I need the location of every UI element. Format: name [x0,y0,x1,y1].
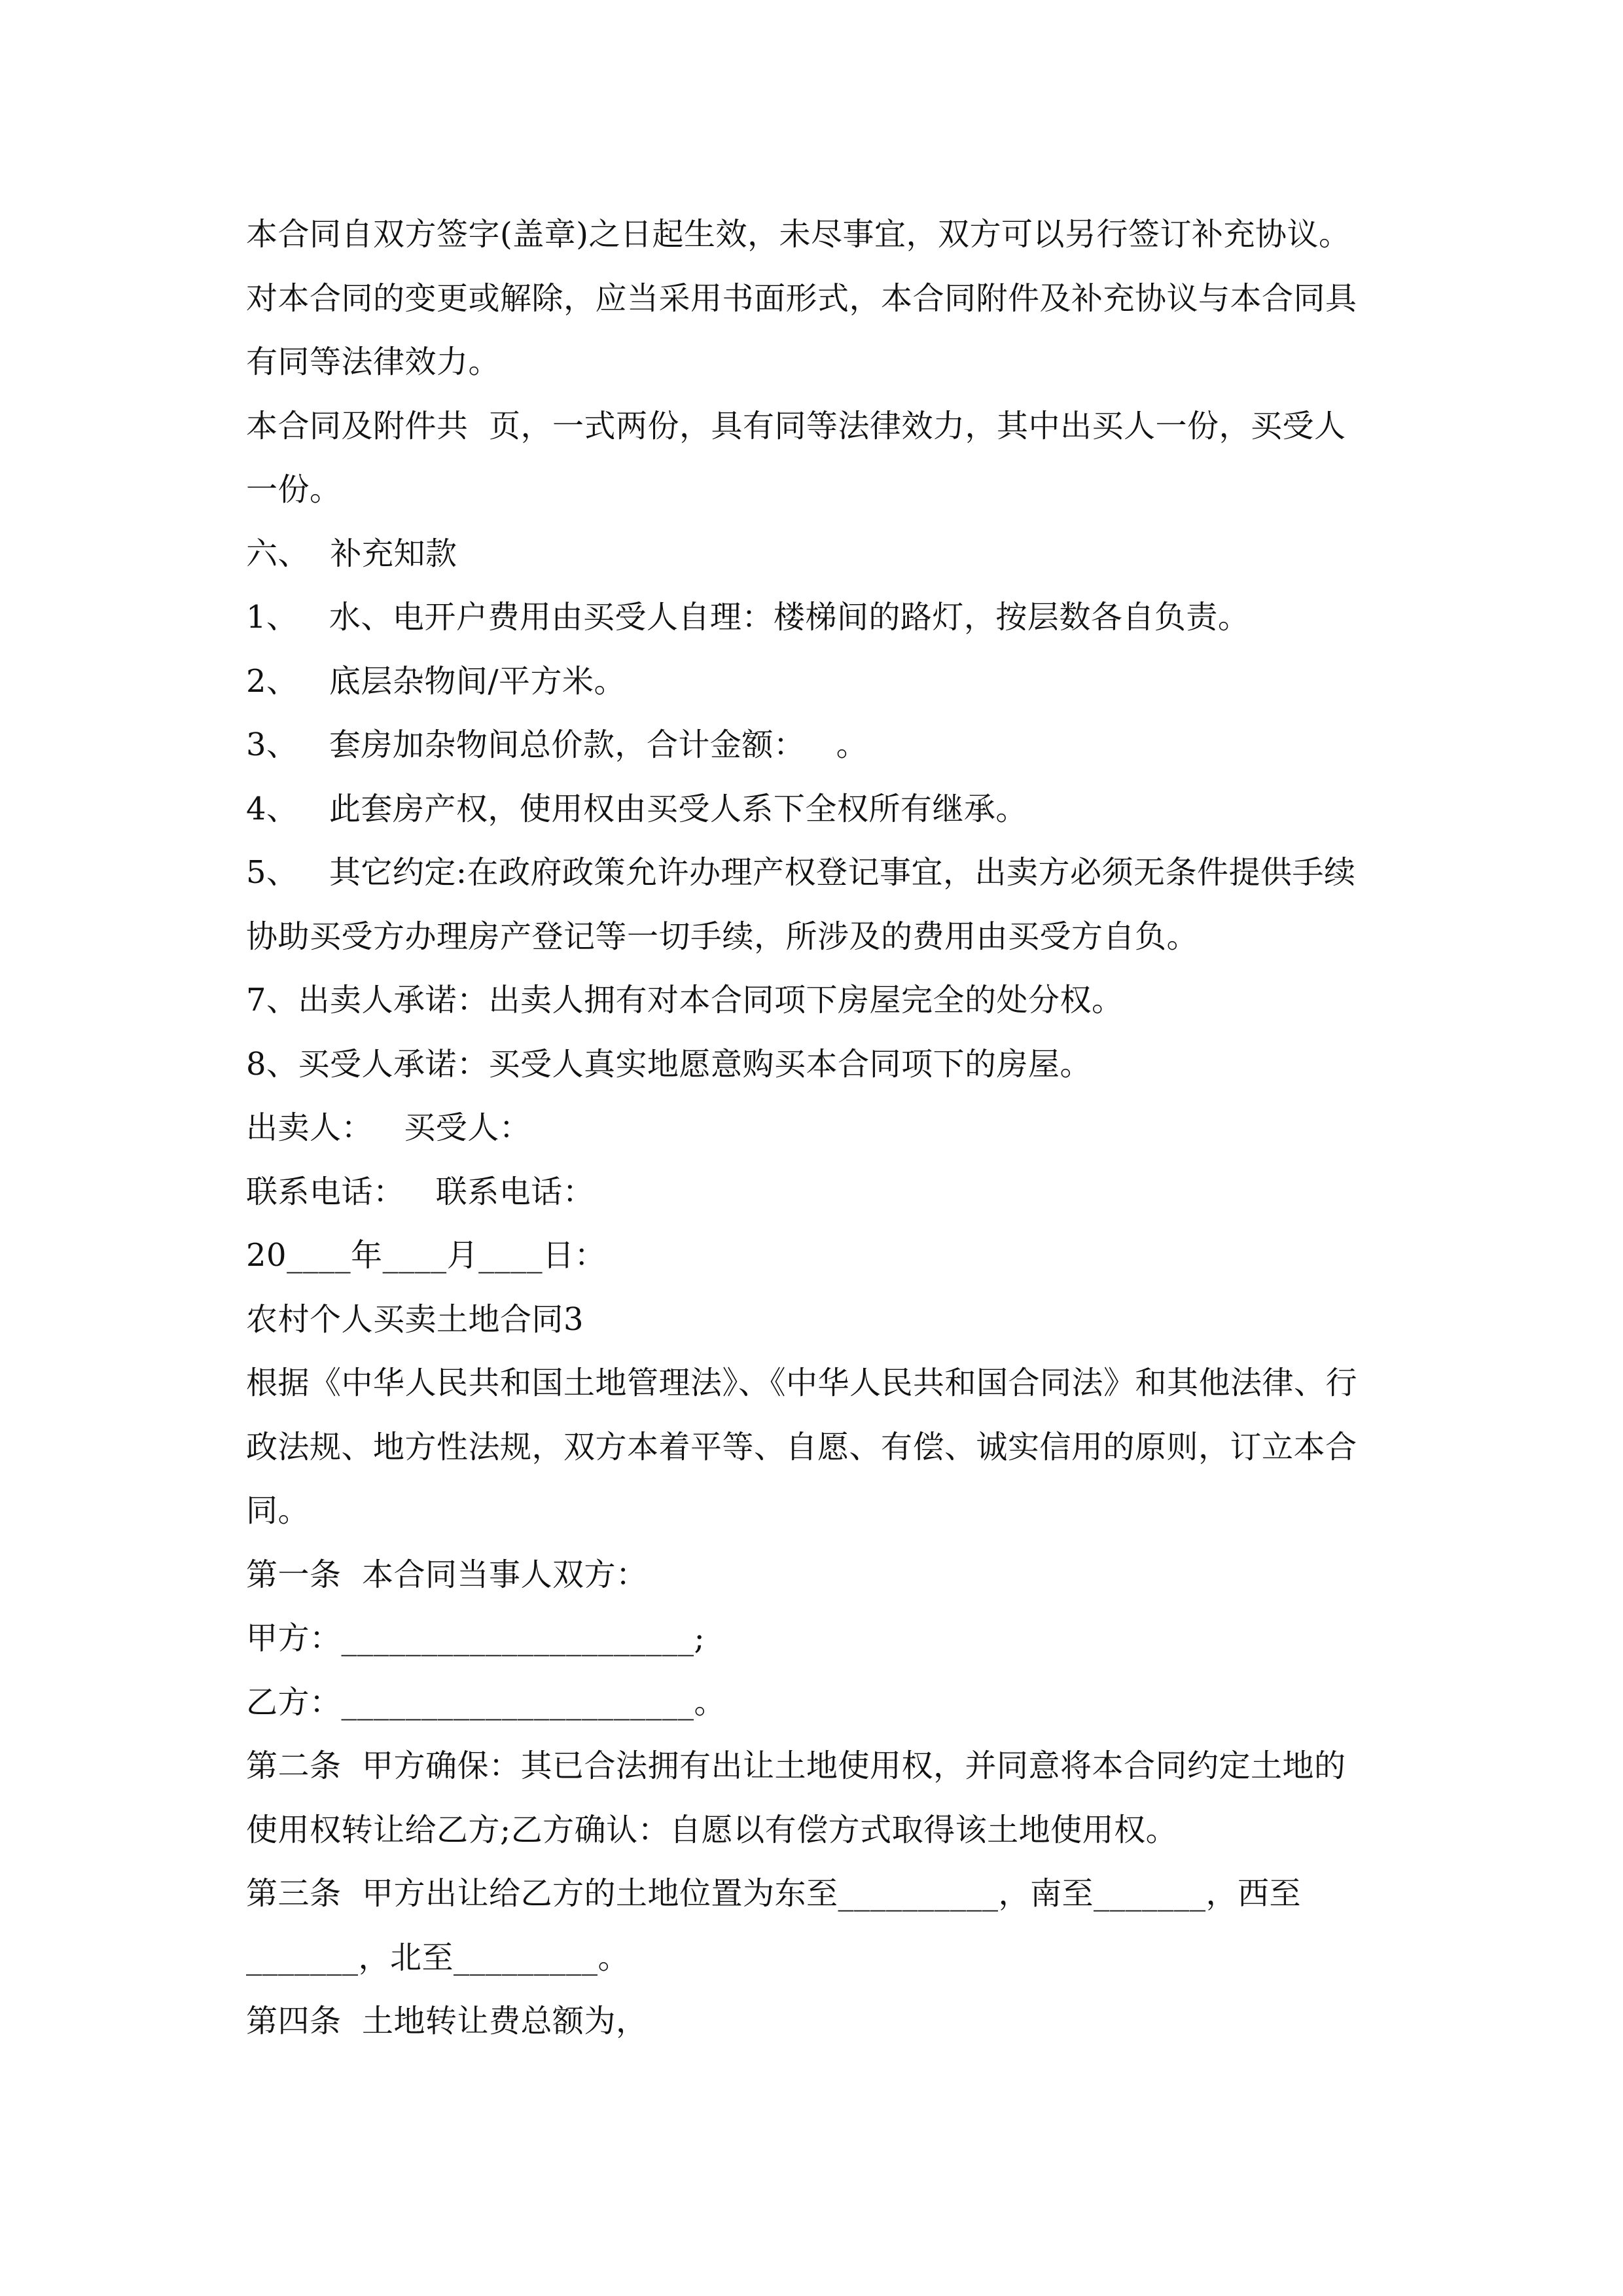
list-item: 3、 套房加杂物间总价款，合计金额： 。 [246,726,868,763]
paragraph-line: _______，北至_________。 [246,1939,630,1976]
paragraph-line: 同。 [246,1492,310,1529]
paragraph-line: 政法规、地方性法规，双方本着平等、自愿、有偿、诚实信用的原则，订立本合 [246,1428,1357,1465]
contract-body [246,203,1378,2054]
list-item: 5、 其它约定:在政府政策允许办理产权登记事宜，出卖方必须无条件提供手续 [246,854,1356,891]
list-item: 2、 底层杂物间/平方米。 [246,662,626,700]
contact-line: 联系电话： 联系电话： [246,1173,595,1210]
article-line: 第三条 甲方出让给乙方的土地位置为东至__________，南至_______，西至 [246,1875,1302,1912]
party-b-line: 乙方：______________________。 [246,1683,726,1721]
section-heading: 六、 补充知款 [246,535,457,572]
paragraph-line: 本合同自双方签字(盖章)之日起生效，未尽事宜，双方可以另行签订补充协议。 [246,216,1351,253]
date-line: 20____年____月____日： [246,1237,607,1274]
article-line: 第四条 土地转让费总额为， [246,2003,648,2039]
paragraph-line: 有同等法律效力。 [246,344,501,380]
contract-title: 农村个人买卖土地合同3 [246,1300,584,1338]
paragraph-line: 一份。 [246,471,342,508]
party-a-line: 甲方：______________________; [246,1620,705,1657]
list-item: 1、 水、电开户费用由买受人自理：楼梯间的路灯，按层数各自负责。 [246,599,1250,636]
paragraph-line: 根据《中华人民共和国土地管理法》、《中华人民共和国合同法》和其他法律、行 [246,1365,1358,1401]
list-item: 8、买受人承诺：买受人真实地愿意购买本合同项下的房屋。 [246,1045,1092,1083]
list-item: 4、 此套房产权，使用权由买受人系下全权所有继承。 [246,790,1027,827]
article-heading: 第一条 本合同当事人双方： [246,1556,648,1593]
paragraph-line: 本合同及附件共 页，一式两份，具有同等法律效力，其中出买人一份，买受人 [246,407,1346,444]
paragraph-line: 协助买受方办理房产登记等一切手续，所涉及的费用由买受方自负。 [246,918,1199,955]
paragraph-line: 使用权转让给乙方;乙方确认：自愿以有偿方式取得该土地使用权。 [246,1811,1178,1848]
signature-line: 出卖人： 买受人： [246,1109,531,1146]
paragraph-line: 对本合同的变更或解除，应当采用书面形式，本合同附件及补充协议与本合同具 [246,279,1357,317]
article-line: 第二条 甲方确保：其已合法拥有出让土地使用权，并同意将本合同约定土地的 [246,1748,1346,1784]
list-item: 7、出卖人承诺：出卖人拥有对本合同项下房屋完全的处分权。 [246,982,1124,1018]
